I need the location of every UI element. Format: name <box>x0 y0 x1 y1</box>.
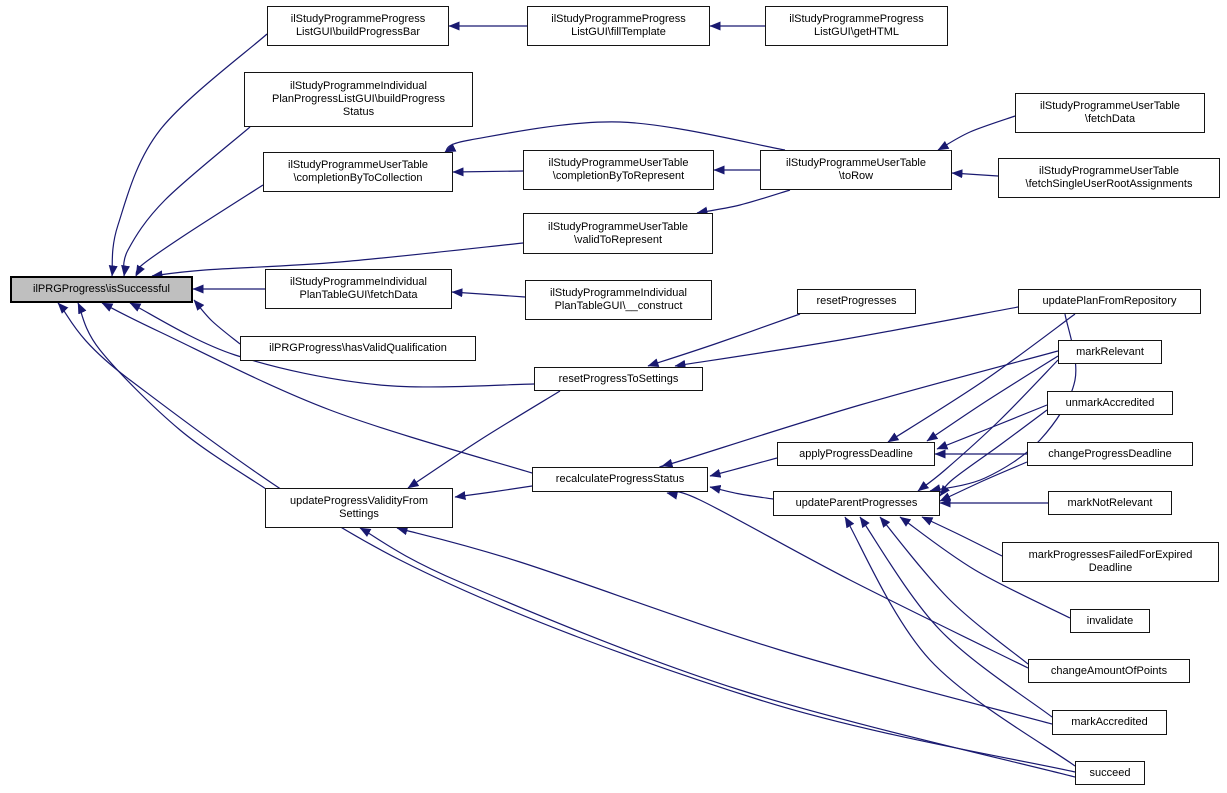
edge-trow-cbc <box>445 122 785 152</box>
node-label-line: Settings <box>339 508 379 520</box>
node-label-line: recalculateProgressStatus <box>555 473 685 485</box>
node-label-line: \toRow <box>838 170 874 182</box>
edge-bpb-iss <box>112 34 267 276</box>
node-iss <box>10 276 193 303</box>
edge-macc-upvs <box>397 528 1052 724</box>
node-label-line: ilPRGProgress\isSuccessful <box>33 283 170 295</box>
node-label-line: ListGUI\fillTemplate <box>571 26 666 38</box>
node-fsura[interactable] <box>998 158 1220 198</box>
edge-trow-vtr <box>697 190 790 213</box>
node-label-line: \fetchData <box>1084 113 1136 125</box>
node-label-line: applyProgressDeadline <box>799 447 913 460</box>
edge-upfr-apd <box>888 314 1075 442</box>
node-rps[interactable] <box>532 467 708 492</box>
node-hvq[interactable] <box>240 336 476 361</box>
edge-bps-iss <box>124 127 250 276</box>
node-rpts[interactable] <box>534 367 703 391</box>
node-label-line: markRelevant <box>1076 345 1144 358</box>
node-label-line: ilStudyProgrammeUserTable <box>548 157 689 169</box>
edge-fsura-trow <box>952 173 998 176</box>
node-label-line: ilStudyProgrammeUserTable <box>786 157 926 169</box>
node-label-line: ilStudyProgrammeUserTable <box>548 220 688 233</box>
node-label-line: changeAmountOfPoints <box>1050 664 1168 677</box>
node-label-line: succeed <box>1089 766 1131 779</box>
node-label-line: ilStudyProgrammeUserTable <box>288 159 428 171</box>
edge-cbc-iss <box>136 185 263 276</box>
node-label-line: \completionByToCollection <box>293 172 423 184</box>
node-label-line: PlanTableGUI\fetchData <box>299 289 418 301</box>
node-upfr[interactable] <box>1018 289 1201 314</box>
edge-upfr-rpts <box>675 307 1018 366</box>
node-cbr[interactable] <box>523 150 714 190</box>
node-cpd[interactable] <box>1027 442 1193 466</box>
edge-cpd-upp <box>940 462 1027 501</box>
edge-rps-upvs <box>455 486 532 497</box>
node-upp[interactable] <box>773 491 940 516</box>
edge-mpfed-upp <box>922 517 1002 556</box>
edge-apd-rps <box>710 458 777 476</box>
node-vtr[interactable] <box>523 213 713 254</box>
edge-cbr-cbc <box>453 171 523 172</box>
node-mpfed[interactable] <box>1002 542 1219 582</box>
node-label-line: ilStudyProgrammeUserTable <box>1040 100 1180 112</box>
node-ufd[interactable] <box>1015 93 1205 133</box>
node-label-line: updatePlanFromRepository <box>1042 295 1177 307</box>
node-suc[interactable] <box>1075 761 1145 785</box>
node-label-line: ilStudyProgrammeIndividual <box>290 80 427 92</box>
node-label-line: updateParentProgresses <box>795 497 918 509</box>
node-label-line: changeProgressDeadline <box>1048 447 1172 460</box>
node-upvs[interactable] <box>265 488 453 528</box>
edge-caop-rps <box>667 491 1028 668</box>
node-label-line: ilStudyProgrammeProgress <box>551 13 686 25</box>
node-label-line: unmarkAccredited <box>1065 396 1155 409</box>
node-label-line: ilStudyProgrammeProgress <box>789 13 924 25</box>
edge-mr-upp <box>918 360 1058 491</box>
node-label-line: ilStudyProgrammeIndividual <box>550 287 687 299</box>
edge-pct-pfd <box>452 292 525 297</box>
node-label-line: markAccredited <box>1071 716 1148 728</box>
node-cbc[interactable] <box>263 152 453 192</box>
edge-hvq-iss <box>194 300 240 344</box>
edge-ufd-trow <box>938 116 1015 150</box>
edge-upvs-iss <box>78 303 266 489</box>
node-label-line: markNotRelevant <box>1067 496 1153 509</box>
node-label-line: ListGUI\buildProgressBar <box>295 26 421 38</box>
node-label-line: ilStudyProgrammeProgress <box>290 13 426 25</box>
node-label-line: updateProgressValidityFrom <box>290 495 428 507</box>
node-pct[interactable] <box>525 280 712 320</box>
node-label-line: Status <box>342 106 375 118</box>
edge-upp-rps <box>710 487 773 499</box>
node-label-line: resetProgressToSettings <box>558 372 679 385</box>
node-ft[interactable] <box>527 6 710 46</box>
node-inv[interactable] <box>1070 609 1150 633</box>
node-mnr[interactable] <box>1048 491 1172 515</box>
node-label-line: ListGUI\getHTML <box>814 26 899 38</box>
node-ua[interactable] <box>1047 391 1173 415</box>
node-macc[interactable] <box>1052 710 1167 735</box>
node-label-line: ilStudyProgrammeIndividual <box>290 276 427 288</box>
node-apd[interactable] <box>777 442 935 466</box>
node-label-line: ilStudyProgrammeUserTable <box>1039 165 1179 177</box>
node-label-line: markProgressesFailedForExpired <box>1028 549 1193 561</box>
node-label-line: \fetchSingleUserRootAssignments <box>1025 178 1193 190</box>
node-label-line: \validToRepresent <box>573 233 663 246</box>
edge-caop-upp <box>880 517 1028 664</box>
node-caop[interactable] <box>1028 659 1190 683</box>
node-trow[interactable] <box>760 150 952 190</box>
node-rp[interactable] <box>797 289 916 314</box>
node-label-line: invalidate <box>1086 614 1134 627</box>
node-label-line: ilPRGProgress\hasValidQualification <box>269 342 447 354</box>
node-pfd[interactable] <box>265 269 452 309</box>
node-mr[interactable] <box>1058 340 1162 364</box>
node-gh[interactable] <box>765 6 948 46</box>
node-bpb[interactable] <box>267 6 449 46</box>
node-label-line: PlanProgressListGUI\buildProgress <box>271 93 446 105</box>
node-label-line: resetProgresses <box>816 295 897 307</box>
node-label-line: \completionByToRepresent <box>552 170 685 182</box>
node-label-line: Deadline <box>1088 562 1133 574</box>
node-label-line: PlanTableGUI\__construct <box>554 300 683 312</box>
node-bps[interactable] <box>244 72 473 127</box>
